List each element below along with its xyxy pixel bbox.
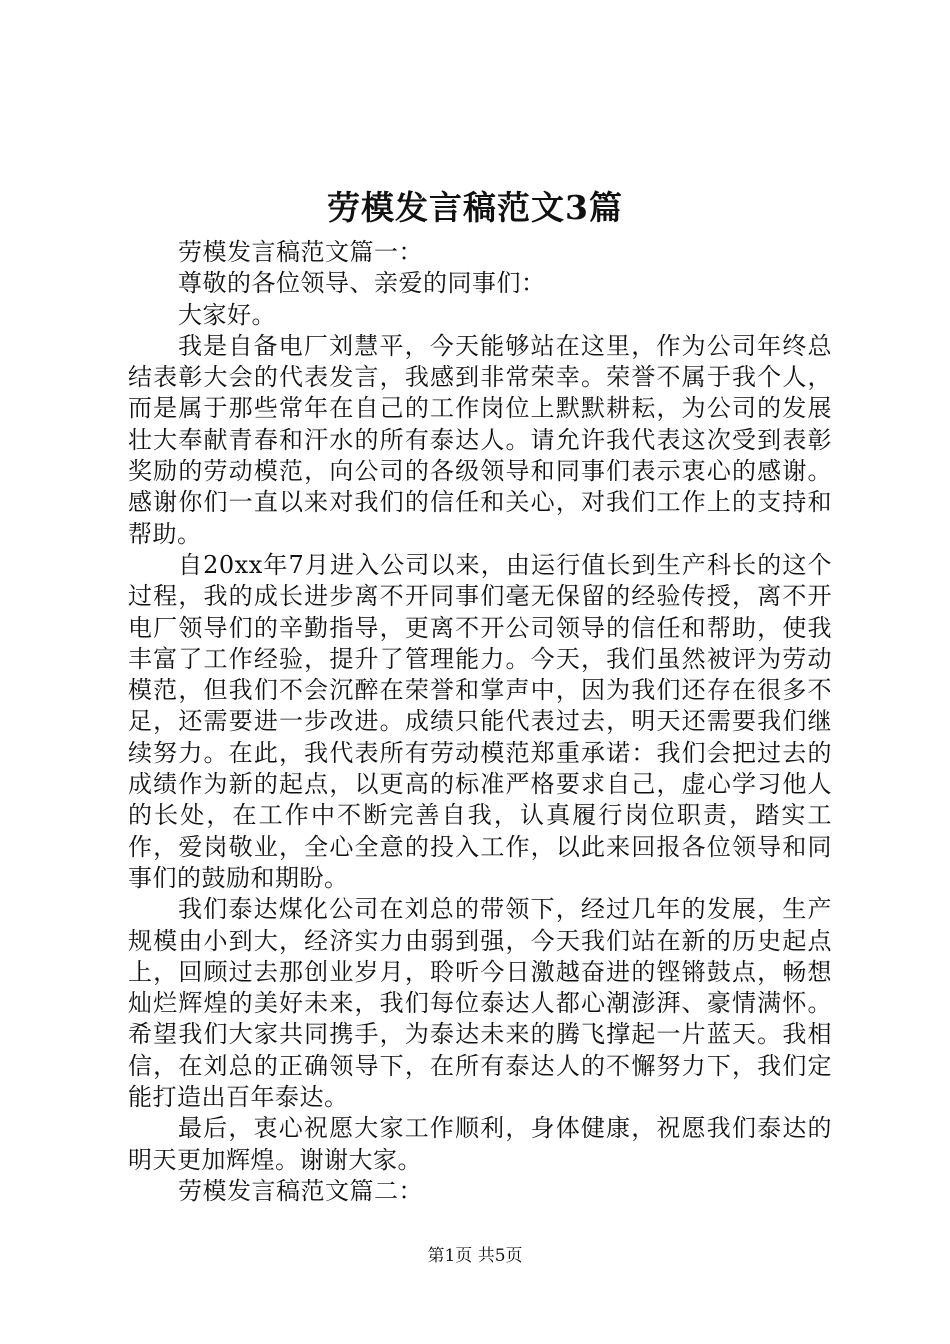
section-heading-2: 劳模发言稿范文篇二： <box>178 1176 423 1205</box>
body-paragraph: 我是自备电厂刘慧平，今天能够站在这里，作为公司年终总结表彰大会的代表发言，我感到非常荣幸。荣誉不属于我个人，而是属于那些常年在自己的工作岗位上默默耕耘，为公司的发展壮大奉献青春和汗水的所有泰达人。请允许我代表这次受到表彰奖励的劳动模范，向公司的各级领导和同事们表示衷心的感谢。感谢你们一直以来对我们的信任和关心，对我们工作上的支持和帮助。 <box>128 331 832 548</box>
body-paragraph: 自20xx年7月进入公司以来，由运行值长到生产科长的这个过程，我的成长进步离不开同事们毫无保留的经验传授，离不开电厂领导们的辛勤指导，更离不开公司领导的信任和帮助，使我丰富了工作经验，提升了管理能力。今天，我们虽然被评为劳动模范，但我们不会沉醉在荣誉和掌声中，因为我们还存在很多不足，还需要进一步改进。成绩只能代表过去，明天还需要我们继续努力。在此，我代表所有劳动模范郑重承诺：我们会把过去的成绩作为新的起点，以更高的标准严格要求自己，虚心学习他人的长处，在工作中不断完善自我，认真履行岗位职责，踏实工作，爱岗敬业，全心全意的投入工作，以此来回报各位领导和同事们的鼓励和期盼。 <box>128 550 832 892</box>
section-heading-1: 劳模发言稿范文篇一： <box>178 238 423 266</box>
page-indicator: 第1页 共5页 <box>427 1246 523 1266</box>
greeting: 大家好。 <box>178 300 276 329</box>
document-body <box>128 237 832 1207</box>
closing-paragraph: 最后，衷心祝愿大家工作顺利，身体健康，祝愿我们泰达的明天更加辉煌。谢谢大家。 <box>128 1114 832 1174</box>
salutation: 尊敬的各位领导、亲爱的同事们： <box>178 269 546 298</box>
document-title: 劳模发言稿范文3篇 <box>327 188 623 227</box>
body-paragraph: 我们泰达煤化公司在刘总的带领下，经过几年的发展，生产规模由小到大，经济实力由弱到强，今天我们站在新的历史起点上，回顾过去那创业岁月，聆听今日激越奋进的铿锵鼓点，畅想灿烂辉煌的美好未来，我们每位泰达人都心潮澎湃、豪情满怀。希望我们大家共同携手，为泰达未来的腾飞撑起一片蓝天。我相信，在刘总的正确领导下，在所有泰达人的不懈努力下，我们定能打造出百年泰达。 <box>128 895 832 1112</box>
